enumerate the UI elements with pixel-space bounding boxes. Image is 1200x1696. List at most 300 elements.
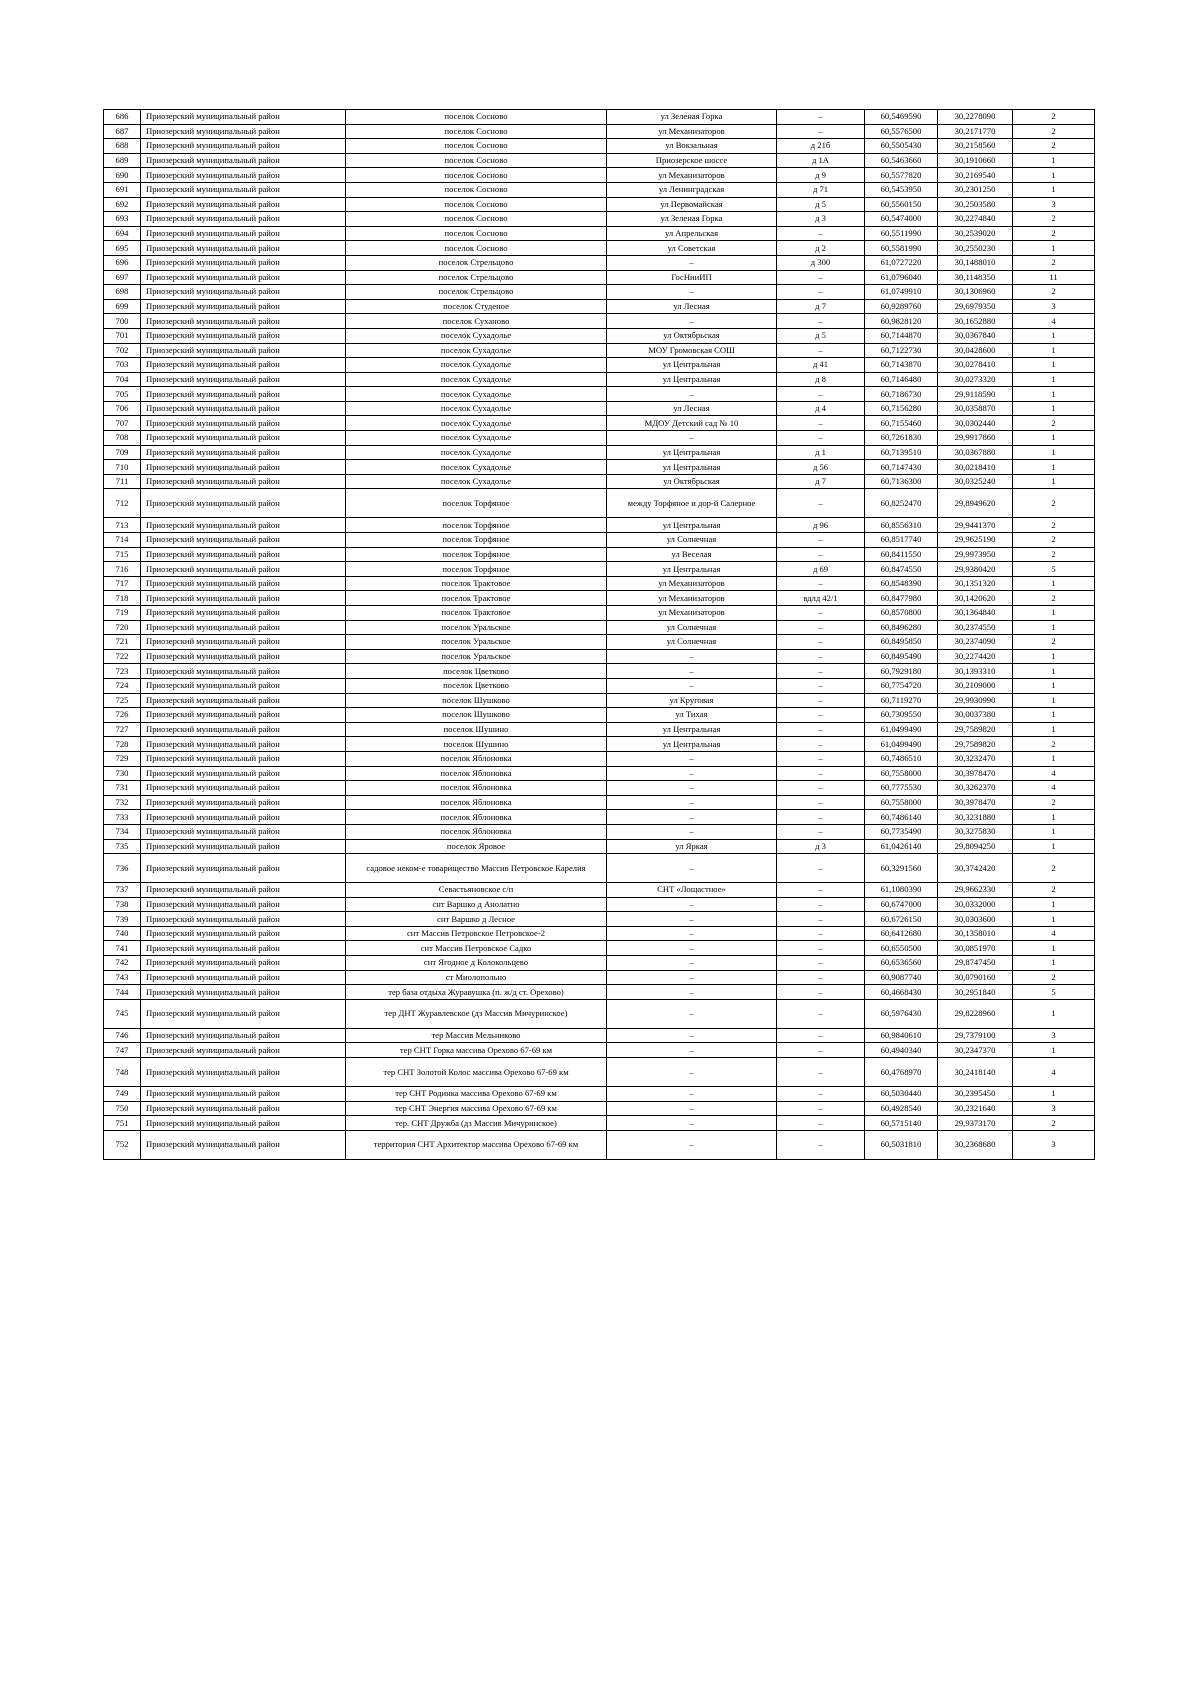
count-cell: 1 bbox=[1013, 941, 1095, 956]
latitude-cell: 60,7156280 bbox=[865, 401, 938, 416]
latitude-cell: 60,7119270 bbox=[865, 693, 938, 708]
longitude-cell: 30,3262370 bbox=[938, 781, 1013, 796]
street-cell: ул Центральная bbox=[607, 358, 777, 373]
latitude-cell: 60,5560150 bbox=[865, 197, 938, 212]
row-number-cell: 689 bbox=[104, 153, 141, 168]
house-cell: д 9 bbox=[777, 168, 865, 183]
street-cell: – bbox=[607, 912, 777, 927]
table-row bbox=[104, 328, 1095, 343]
latitude-cell: 60,7735490 bbox=[865, 824, 938, 839]
count-cell: 1 bbox=[1013, 474, 1095, 489]
district-cell: Приозерский муниципальный район bbox=[141, 299, 346, 314]
longitude-cell: 30,1364840 bbox=[938, 606, 1013, 621]
longitude-cell: 29,9930990 bbox=[938, 693, 1013, 708]
longitude-cell: 30,0273320 bbox=[938, 372, 1013, 387]
table-row bbox=[104, 591, 1095, 606]
count-cell: 1 bbox=[1013, 431, 1095, 446]
locality-cell: поселок Сухадолье bbox=[346, 474, 607, 489]
locality-cell: поселок Сосново bbox=[346, 212, 607, 227]
longitude-cell: 30,1910660 bbox=[938, 153, 1013, 168]
house-cell: – bbox=[777, 999, 865, 1028]
house-cell: – bbox=[777, 431, 865, 446]
locality-cell: поселок Сосново bbox=[346, 139, 607, 154]
longitude-cell: 30,2374550 bbox=[938, 620, 1013, 635]
row-number-cell: 737 bbox=[104, 883, 141, 898]
row-number-cell: 697 bbox=[104, 270, 141, 285]
district-cell: Приозерский муниципальный район bbox=[141, 270, 346, 285]
house-cell: д 3 bbox=[777, 212, 865, 227]
table-row bbox=[104, 1130, 1095, 1159]
row-number-cell: 694 bbox=[104, 226, 141, 241]
table-row bbox=[104, 649, 1095, 664]
longitude-cell: 30,2374090 bbox=[938, 635, 1013, 650]
row-number-cell: 716 bbox=[104, 562, 141, 577]
house-cell: – bbox=[777, 722, 865, 737]
house-cell: – bbox=[777, 926, 865, 941]
house-cell: д 5 bbox=[777, 328, 865, 343]
house-cell: д 71 bbox=[777, 182, 865, 197]
latitude-cell: 61,0749910 bbox=[865, 285, 938, 300]
longitude-cell: 30,3232470 bbox=[938, 751, 1013, 766]
count-cell: 2 bbox=[1013, 635, 1095, 650]
longitude-cell: 30,1393310 bbox=[938, 664, 1013, 679]
locality-cell: территория СНТ Архитектор массива Орехово 67-69 км bbox=[346, 1130, 607, 1159]
latitude-cell: 60,8496280 bbox=[865, 620, 938, 635]
house-cell: д 69 bbox=[777, 562, 865, 577]
latitude-cell: 60,5576500 bbox=[865, 124, 938, 139]
street-cell: ул Центральная bbox=[607, 460, 777, 475]
house-cell: д 1А bbox=[777, 153, 865, 168]
house-cell: – bbox=[777, 985, 865, 1000]
house-cell: – bbox=[777, 576, 865, 591]
street-cell: ул Круговая bbox=[607, 693, 777, 708]
row-number-cell: 702 bbox=[104, 343, 141, 358]
street-cell: ул Лесная bbox=[607, 401, 777, 416]
longitude-cell: 30,0278410 bbox=[938, 358, 1013, 373]
latitude-cell: 61,0499490 bbox=[865, 722, 938, 737]
count-cell: 1 bbox=[1013, 358, 1095, 373]
latitude-cell: 61,0426140 bbox=[865, 839, 938, 854]
count-cell: 1 bbox=[1013, 606, 1095, 621]
longitude-cell: 29,6979350 bbox=[938, 299, 1013, 314]
latitude-cell: 60,4768970 bbox=[865, 1058, 938, 1087]
house-cell: – bbox=[777, 766, 865, 781]
district-cell: Приозерский муниципальный район bbox=[141, 970, 346, 985]
house-cell: – bbox=[777, 124, 865, 139]
street-cell: ул Лесная bbox=[607, 299, 777, 314]
district-cell: Приозерский муниципальный район bbox=[141, 795, 346, 810]
district-cell: Приозерский муниципальный район bbox=[141, 635, 346, 650]
district-cell: Приозерский муниципальный район bbox=[141, 226, 346, 241]
table-row bbox=[104, 314, 1095, 329]
longitude-cell: 30,0358870 bbox=[938, 401, 1013, 416]
row-number-cell: 705 bbox=[104, 387, 141, 402]
row-number-cell: 735 bbox=[104, 839, 141, 854]
district-cell: Приозерский муниципальный район bbox=[141, 358, 346, 373]
house-cell: – bbox=[777, 781, 865, 796]
locality-cell: поселок Шушино bbox=[346, 737, 607, 752]
longitude-cell: 30,0851970 bbox=[938, 941, 1013, 956]
table-row bbox=[104, 795, 1095, 810]
street-cell: ул Советская bbox=[607, 241, 777, 256]
locality-cell: поселок Шушино bbox=[346, 722, 607, 737]
district-cell: Приозерский муниципальный район bbox=[141, 562, 346, 577]
latitude-cell: 60,8252470 bbox=[865, 489, 938, 518]
street-cell: – bbox=[607, 314, 777, 329]
district-cell: Приозерский муниципальный район bbox=[141, 547, 346, 562]
locality-cell: поселок Торфяное bbox=[346, 547, 607, 562]
row-number-cell: 707 bbox=[104, 416, 141, 431]
street-cell: – bbox=[607, 1028, 777, 1043]
latitude-cell: 60,7139510 bbox=[865, 445, 938, 460]
latitude-cell: 60,5511990 bbox=[865, 226, 938, 241]
table-row bbox=[104, 999, 1095, 1028]
house-cell: – bbox=[777, 810, 865, 825]
table-row bbox=[104, 547, 1095, 562]
longitude-cell: 30,0037380 bbox=[938, 708, 1013, 723]
district-cell: Приозерский муниципальный район bbox=[141, 1087, 346, 1102]
house-cell: вдлд 42/1 bbox=[777, 591, 865, 606]
district-cell: Приозерский муниципальный район bbox=[141, 533, 346, 548]
locality-cell: тер СНТ Родинка массива Орехово 67-69 км bbox=[346, 1087, 607, 1102]
count-cell: 3 bbox=[1013, 1101, 1095, 1116]
longitude-cell: 29,9380420 bbox=[938, 562, 1013, 577]
locality-cell: тер СНТ Горка массива Орехово 67-69 км bbox=[346, 1043, 607, 1058]
table-row bbox=[104, 1101, 1095, 1116]
table-row bbox=[104, 212, 1095, 227]
longitude-cell: 30,1306960 bbox=[938, 285, 1013, 300]
latitude-cell: 60,7155460 bbox=[865, 416, 938, 431]
house-cell: – bbox=[777, 489, 865, 518]
longitude-cell: 30,2368680 bbox=[938, 1130, 1013, 1159]
house-cell: д 56 bbox=[777, 460, 865, 475]
locality-cell: Севастьяновское с/п bbox=[346, 883, 607, 898]
street-cell: ул Октябрьская bbox=[607, 474, 777, 489]
house-cell: – bbox=[777, 649, 865, 664]
table-row bbox=[104, 678, 1095, 693]
street-cell: – bbox=[607, 810, 777, 825]
table-row bbox=[104, 285, 1095, 300]
count-cell: 2 bbox=[1013, 124, 1095, 139]
table-row bbox=[104, 343, 1095, 358]
district-cell: Приозерский муниципальный район bbox=[141, 576, 346, 591]
locality-cell: поселок Трактовое bbox=[346, 606, 607, 621]
count-cell: 1 bbox=[1013, 751, 1095, 766]
locality-cell: поселок Торфяное bbox=[346, 518, 607, 533]
row-number-cell: 727 bbox=[104, 722, 141, 737]
district-cell: Приозерский муниципальный район bbox=[141, 328, 346, 343]
district-cell: Приозерский муниципальный район bbox=[141, 956, 346, 971]
row-number-cell: 750 bbox=[104, 1101, 141, 1116]
house-cell: д 41 bbox=[777, 358, 865, 373]
locality-cell: поселок Уральское bbox=[346, 635, 607, 650]
table-row bbox=[104, 766, 1095, 781]
count-cell: 1 bbox=[1013, 168, 1095, 183]
row-number-cell: 734 bbox=[104, 824, 141, 839]
table-row bbox=[104, 226, 1095, 241]
locality-cell: поселок Стрельцово bbox=[346, 285, 607, 300]
latitude-cell: 60,4940340 bbox=[865, 1043, 938, 1058]
longitude-cell: 30,3275830 bbox=[938, 824, 1013, 839]
district-cell: Приозерский муниципальный район bbox=[141, 1101, 346, 1116]
row-number-cell: 709 bbox=[104, 445, 141, 460]
latitude-cell: 60,7186730 bbox=[865, 387, 938, 402]
locality-cell: поселок Сухадолье bbox=[346, 372, 607, 387]
row-number-cell: 732 bbox=[104, 795, 141, 810]
locality-cell: поселок Сосново bbox=[346, 241, 607, 256]
table-row bbox=[104, 153, 1095, 168]
table-row bbox=[104, 474, 1095, 489]
latitude-cell: 60,6536560 bbox=[865, 956, 938, 971]
table-row bbox=[104, 255, 1095, 270]
street-cell: ул Солнечная bbox=[607, 533, 777, 548]
house-cell: – bbox=[777, 1058, 865, 1087]
locality-cell: поселок Сосново bbox=[346, 182, 607, 197]
table-row bbox=[104, 883, 1095, 898]
table-row bbox=[104, 620, 1095, 635]
table-row bbox=[104, 941, 1095, 956]
table-row bbox=[104, 139, 1095, 154]
street-cell: ул Центральная bbox=[607, 722, 777, 737]
house-cell: – bbox=[777, 343, 865, 358]
locality-cell: тер СНТ Энергия массива Орехово 67-69 км bbox=[346, 1101, 607, 1116]
house-cell: – bbox=[777, 1028, 865, 1043]
house-cell: – bbox=[777, 854, 865, 883]
row-number-cell: 738 bbox=[104, 897, 141, 912]
street-cell: – bbox=[607, 926, 777, 941]
table-row bbox=[104, 518, 1095, 533]
count-cell: 2 bbox=[1013, 212, 1095, 227]
locality-cell: снт Варшко д Анолатно bbox=[346, 897, 607, 912]
street-cell: – bbox=[607, 795, 777, 810]
count-cell: 11 bbox=[1013, 270, 1095, 285]
locality-cell: поселок Уральское bbox=[346, 649, 607, 664]
street-cell: ул Механизаторов bbox=[607, 606, 777, 621]
district-cell: Приозерский муниципальный район bbox=[141, 445, 346, 460]
longitude-cell: 30,3978470 bbox=[938, 795, 1013, 810]
table-row bbox=[104, 431, 1095, 446]
count-cell: 1 bbox=[1013, 401, 1095, 416]
longitude-cell: 29,8747450 bbox=[938, 956, 1013, 971]
longitude-cell: 30,1488010 bbox=[938, 255, 1013, 270]
row-number-cell: 695 bbox=[104, 241, 141, 256]
longitude-cell: 30,2418140 bbox=[938, 1058, 1013, 1087]
latitude-cell: 60,5577820 bbox=[865, 168, 938, 183]
table-row bbox=[104, 985, 1095, 1000]
street-cell: ул Зеленая Горка bbox=[607, 110, 777, 125]
district-cell: Приозерский муниципальный район bbox=[141, 1130, 346, 1159]
locality-cell: поселок Сухадолье bbox=[346, 328, 607, 343]
table-row bbox=[104, 693, 1095, 708]
locality-cell: поселок Сосново bbox=[346, 153, 607, 168]
table-row bbox=[104, 926, 1095, 941]
longitude-cell: 30,2171770 bbox=[938, 124, 1013, 139]
district-cell: Приозерский муниципальный район bbox=[141, 693, 346, 708]
table-row bbox=[104, 299, 1095, 314]
count-cell: 1 bbox=[1013, 722, 1095, 737]
count-cell: 4 bbox=[1013, 314, 1095, 329]
district-cell: Приозерский муниципальный район bbox=[141, 387, 346, 402]
table-row bbox=[104, 897, 1095, 912]
count-cell: 3 bbox=[1013, 1028, 1095, 1043]
row-number-cell: 699 bbox=[104, 299, 141, 314]
street-cell: – bbox=[607, 664, 777, 679]
table-row bbox=[104, 241, 1095, 256]
house-cell: – bbox=[777, 270, 865, 285]
row-number-cell: 749 bbox=[104, 1087, 141, 1102]
house-cell: д 8 bbox=[777, 372, 865, 387]
house-cell: – bbox=[777, 897, 865, 912]
table-row bbox=[104, 912, 1095, 927]
count-cell: 1 bbox=[1013, 693, 1095, 708]
street-cell: – bbox=[607, 897, 777, 912]
latitude-cell: 60,7143870 bbox=[865, 358, 938, 373]
row-number-cell: 688 bbox=[104, 139, 141, 154]
street-cell: – bbox=[607, 1058, 777, 1087]
longitude-cell: 30,2550230 bbox=[938, 241, 1013, 256]
count-cell: 1 bbox=[1013, 576, 1095, 591]
district-cell: Приозерский муниципальный район bbox=[141, 664, 346, 679]
row-number-cell: 718 bbox=[104, 591, 141, 606]
street-cell: – bbox=[607, 255, 777, 270]
district-cell: Приозерский муниципальный район bbox=[141, 854, 346, 883]
row-number-cell: 696 bbox=[104, 255, 141, 270]
row-number-cell: 692 bbox=[104, 197, 141, 212]
latitude-cell: 60,5976430 bbox=[865, 999, 938, 1028]
table-row bbox=[104, 197, 1095, 212]
table-row bbox=[104, 533, 1095, 548]
house-cell: – bbox=[777, 620, 865, 635]
house-cell: – bbox=[777, 387, 865, 402]
latitude-cell: 60,8495490 bbox=[865, 649, 938, 664]
street-cell: – bbox=[607, 941, 777, 956]
district-cell: Приозерский муниципальный район bbox=[141, 620, 346, 635]
district-cell: Приозерский муниципальный район bbox=[141, 212, 346, 227]
house-cell: – bbox=[777, 547, 865, 562]
district-cell: Приозерский муниципальный район bbox=[141, 912, 346, 927]
row-number-cell: 698 bbox=[104, 285, 141, 300]
row-number-cell: 708 bbox=[104, 431, 141, 446]
house-cell: – bbox=[777, 693, 865, 708]
house-cell: – bbox=[777, 824, 865, 839]
locality-cell: садовое неком-е товарищество Массив Петровское Карелия bbox=[346, 854, 607, 883]
street-cell: – bbox=[607, 985, 777, 1000]
locality-cell: поселок Сухадолье bbox=[346, 431, 607, 446]
house-cell: д 3 bbox=[777, 839, 865, 854]
house-cell: д 1 bbox=[777, 445, 865, 460]
locality-cell: тер. СНТ Дружба (дз Массив Мичуринское) bbox=[346, 1116, 607, 1131]
longitude-cell: 30,0218410 bbox=[938, 460, 1013, 475]
count-cell: 1 bbox=[1013, 664, 1095, 679]
latitude-cell: 60,8556310 bbox=[865, 518, 938, 533]
count-cell: 2 bbox=[1013, 591, 1095, 606]
district-cell: Приозерский муниципальный район bbox=[141, 153, 346, 168]
latitude-cell: 60,8517740 bbox=[865, 533, 938, 548]
row-number-cell: 724 bbox=[104, 678, 141, 693]
count-cell: 2 bbox=[1013, 139, 1095, 154]
district-cell: Приозерский муниципальный район bbox=[141, 591, 346, 606]
street-cell: – bbox=[607, 431, 777, 446]
street-cell: – bbox=[607, 751, 777, 766]
locality-cell: поселок Стрельцово bbox=[346, 270, 607, 285]
street-cell: – bbox=[607, 649, 777, 664]
longitude-cell: 29,8949620 bbox=[938, 489, 1013, 518]
row-number-cell: 717 bbox=[104, 576, 141, 591]
locality-cell: тер СНТ Золотой Колос массива Орехово 67-69 км bbox=[346, 1058, 607, 1087]
latitude-cell: 60,6412680 bbox=[865, 926, 938, 941]
longitude-cell: 30,1420620 bbox=[938, 591, 1013, 606]
latitude-cell: 60,7558000 bbox=[865, 795, 938, 810]
table-row bbox=[104, 606, 1095, 621]
latitude-cell: 60,6747000 bbox=[865, 897, 938, 912]
row-number-cell: 714 bbox=[104, 533, 141, 548]
district-cell: Приозерский муниципальный район bbox=[141, 416, 346, 431]
table-row bbox=[104, 401, 1095, 416]
district-cell: Приозерский муниципальный район bbox=[141, 985, 346, 1000]
table-row bbox=[104, 270, 1095, 285]
latitude-cell: 60,7775530 bbox=[865, 781, 938, 796]
district-cell: Приозерский муниципальный район bbox=[141, 781, 346, 796]
street-cell: ул Веселая bbox=[607, 547, 777, 562]
district-cell: Приозерский муниципальный район bbox=[141, 810, 346, 825]
district-cell: Приозерский муниципальный район bbox=[141, 431, 346, 446]
house-cell: – bbox=[777, 1043, 865, 1058]
latitude-cell: 60,8495850 bbox=[865, 635, 938, 650]
street-cell: – bbox=[607, 956, 777, 971]
house-cell: – bbox=[777, 533, 865, 548]
count-cell: 2 bbox=[1013, 416, 1095, 431]
count-cell: 3 bbox=[1013, 197, 1095, 212]
table-row bbox=[104, 810, 1095, 825]
district-cell: Приозерский муниципальный район bbox=[141, 489, 346, 518]
row-number-cell: 751 bbox=[104, 1116, 141, 1131]
latitude-cell: 60,6550500 bbox=[865, 941, 938, 956]
district-cell: Приозерский муниципальный район bbox=[141, 766, 346, 781]
locality-cell: поселок Яблоновка bbox=[346, 824, 607, 839]
street-cell: ул Первомайская bbox=[607, 197, 777, 212]
street-cell: – bbox=[607, 1116, 777, 1131]
district-cell: Приозерский муниципальный район bbox=[141, 941, 346, 956]
longitude-cell: 30,3231880 bbox=[938, 810, 1013, 825]
street-cell: между Торфяное и дор-й Салерное bbox=[607, 489, 777, 518]
latitude-cell: 60,5453950 bbox=[865, 182, 938, 197]
longitude-cell: 30,2158560 bbox=[938, 139, 1013, 154]
street-cell: – bbox=[607, 285, 777, 300]
count-cell: 1 bbox=[1013, 810, 1095, 825]
longitude-cell: 30,0367840 bbox=[938, 328, 1013, 343]
row-number-cell: 712 bbox=[104, 489, 141, 518]
row-number-cell: 745 bbox=[104, 999, 141, 1028]
latitude-cell: 60,5715140 bbox=[865, 1116, 938, 1131]
row-number-cell: 703 bbox=[104, 358, 141, 373]
latitude-cell: 60,5463660 bbox=[865, 153, 938, 168]
latitude-cell: 60,9840610 bbox=[865, 1028, 938, 1043]
house-cell: д 7 bbox=[777, 474, 865, 489]
row-number-cell: 686 bbox=[104, 110, 141, 125]
house-cell: – bbox=[777, 285, 865, 300]
longitude-cell: 30,2301250 bbox=[938, 182, 1013, 197]
table-row bbox=[104, 635, 1095, 650]
house-cell: – bbox=[777, 606, 865, 621]
longitude-cell: 29,8094250 bbox=[938, 839, 1013, 854]
house-cell: – bbox=[777, 1101, 865, 1116]
locality-cell: поселок Суханово bbox=[346, 314, 607, 329]
count-cell: 4 bbox=[1013, 926, 1095, 941]
latitude-cell: 60,5469590 bbox=[865, 110, 938, 125]
count-cell: 1 bbox=[1013, 956, 1095, 971]
table-row bbox=[104, 387, 1095, 402]
latitude-cell: 60,7309550 bbox=[865, 708, 938, 723]
